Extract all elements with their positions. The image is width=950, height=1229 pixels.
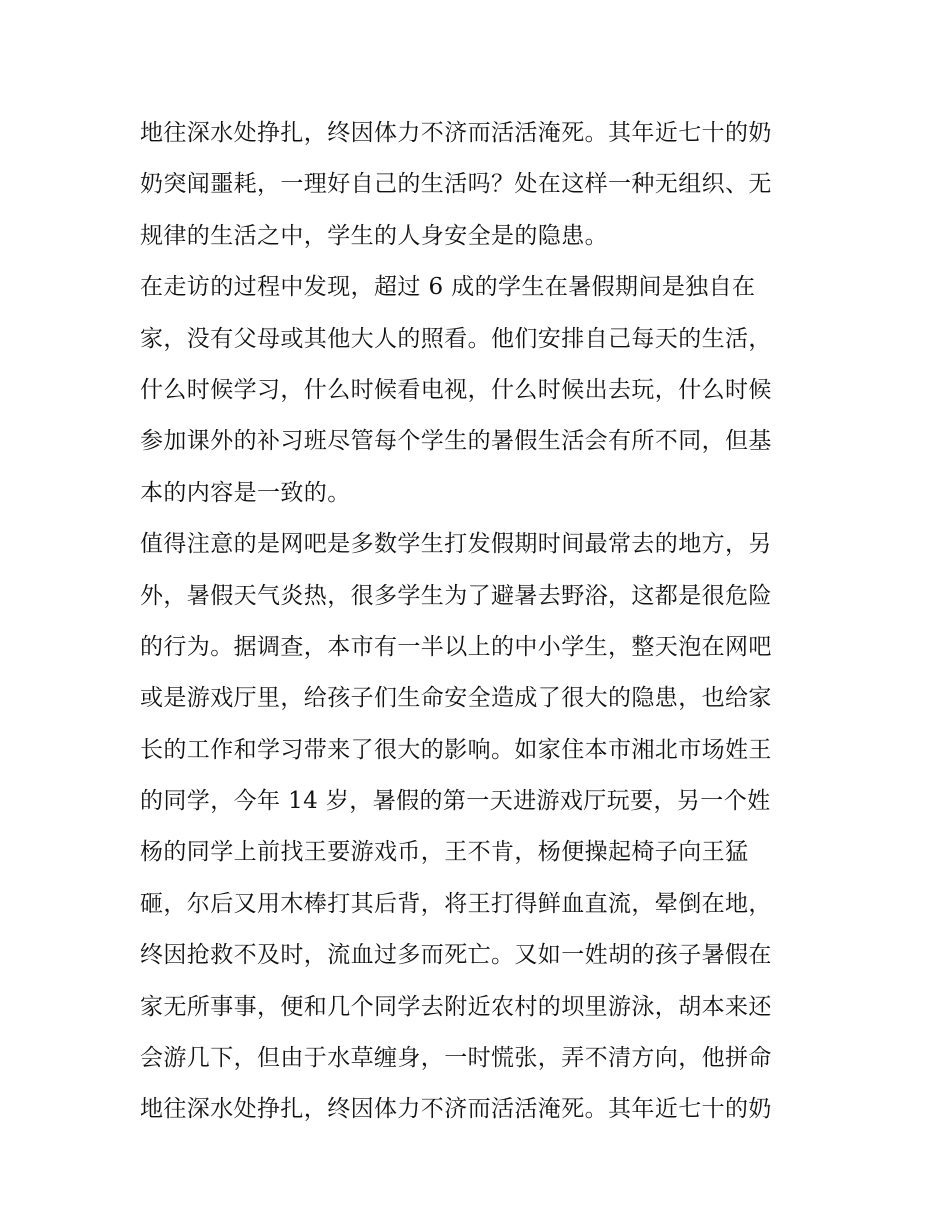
text-line: 的行为。据调查，本市有一半以上的中小学生，整天泡在网吧 (140, 633, 772, 660)
text-line: 杨的同学上前找王要游戏币，王不肯，杨便操起椅子向王猛 (140, 839, 749, 866)
text-line: 家，没有父母或其他大人的照看。他们安排自己每天的生活， (140, 325, 772, 352)
text-line: 地往深水处挣扎，终因体力不济而活活淹死。其年近七十的奶 (140, 1096, 772, 1123)
text-line: 在走访的过程中发现，超过 6 成的学生在暑假期间是独自在 (140, 274, 756, 301)
text-line: 砸，尔后又用木棒打其后背，将王打得鲜血直流，晕倒在地， (140, 890, 772, 917)
text-line: 参加课外的补习班尽管每个学生的暑假生活会有所不同，但基 (140, 428, 772, 455)
text-line: 地往深水处挣扎，终因体力不济而活活淹死。其年近七十的奶 (140, 120, 772, 146)
text-line: 本的内容是一致的。 (140, 479, 351, 506)
text-line: 值得注意的是网吧是多数学生打发假期时间最常去的地方，另 (140, 531, 772, 558)
text-line: 家无所事事，便和几个同学去附近农村的坝里游泳，胡本来还 (140, 993, 772, 1020)
text-line: 什么时候学习，什么时候看电视，什么时候出去玩，什么时候 (140, 376, 772, 403)
text-line: 规律的生活之中，学生的人身安全是的隐患。 (140, 222, 608, 249)
text-line: 会游几下，但由于水草缠身，一时慌张，弄不清方向，他拼命 (140, 1045, 772, 1072)
text-line: 长的工作和学习带来了很大的影响。如家住本市湘北市场姓王 (140, 736, 772, 763)
text-line: 终因抢救不及时，流血过多而死亡。又如一姓胡的孩子暑假在 (140, 942, 772, 969)
text-line: 的同学，今年 14 岁，暑假的第一天进游戏厅玩要，另一个姓 (140, 788, 771, 815)
text-line: 或是游戏厅里，给孩子们生命安全造成了很大的隐患，也给家 (140, 685, 772, 712)
body-text (140, 108, 812, 1136)
text-line: 奶突闻噩耗，一理好自己的生活吗？处在这样一种无组织、无 (140, 171, 772, 198)
text-line: 外，暑假天气炎热，很多学生为了避暑去野浴，这都是很危险 (140, 582, 772, 609)
